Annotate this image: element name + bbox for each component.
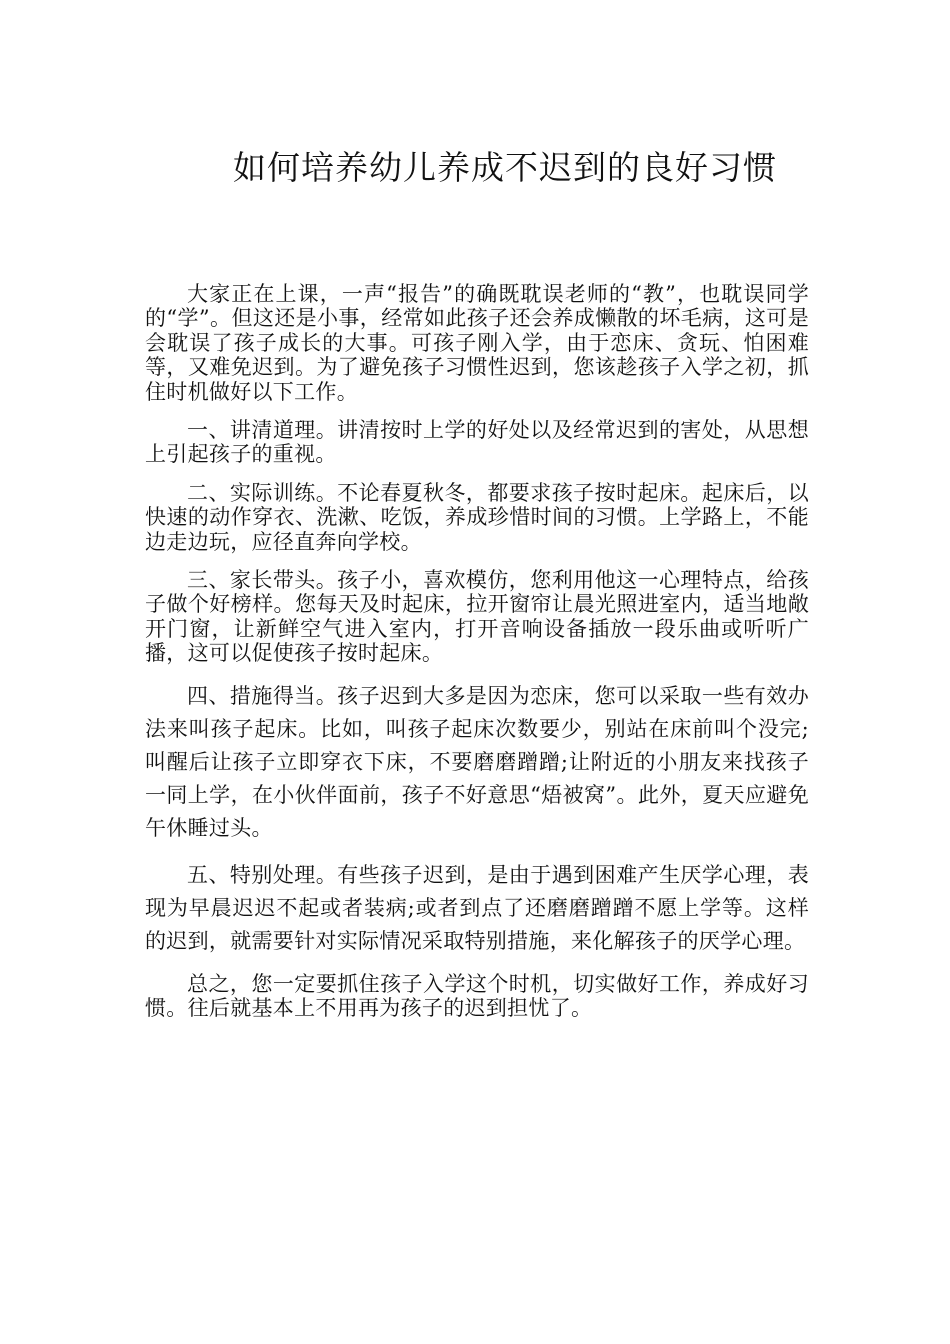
paragraph-point-1: 一、讲清道理。讲清按时上学的好处以及经常迟到的害处，从思想上引起孩子的重视。 bbox=[145, 418, 809, 467]
paragraph-point-2: 二、实际训练。不论春夏秋冬，都要求孩子按时起床。起床后，以快速的动作穿衣、洗漱、吃饭，养成珍惜时间的习惯。上学路上，不能边走边玩，应径直奔向学校。 bbox=[145, 480, 809, 554]
paragraph-intro: 大家正在上课，一声“报告”的确既耽误老师的“教”，也耽误同学的“学”。但这还是小事，经常如此孩子还会养成懒散的坏毛病，这可是会耽误了孩子成长的大事。可孩子刚入学，由于恋床、贪玩、怕困难等，又难免迟到。为了避免孩子习惯性迟到，您该趁孩子入学之初，抓住时机做好以下工作。 bbox=[145, 282, 809, 404]
paragraph-point-5: 五、特别处理。有些孩子迟到，是由于遇到困难产生厌学心理，表现为早晨迟迟不起或者装病;或者到点了还磨磨蹭蹭不愿上学等。这样的迟到，就需要针对实际情况采取特别措施，来化解孩子的厌学心理。 bbox=[145, 862, 809, 953]
paragraph-point-4: 四、措施得当。孩子迟到大多是因为恋床，您可以采取一些有效办法来叫孩子起床。比如，叫孩子起床次数要少，别站在床前叫个没完;叫醒后让孩子立即穿衣下床，不要磨磨蹭蹭;让附近的小朋友来找孩子一同上学，在小伙伴面前，孩子不好意思“焐被窝”。此外，夏天应避免午休睡过头。 bbox=[145, 683, 809, 840]
paragraph-conclusion: 总之，您一定要抓住孩子入学这个时机，切实做好工作，养成好习惯。往后就基本上不用再为孩子的迟到担忧了。 bbox=[145, 971, 809, 1021]
document-body bbox=[145, 282, 809, 1035]
document-title: 如何培养幼儿养成不迟到的良好习惯 bbox=[233, 148, 777, 187]
paragraph-point-3: 三、家长带头。孩子小，喜欢模仿，您利用他这一心理特点，给孩子做个好榜样。您每天及时起床，拉开窗帘让晨光照进室内，适当地敞开门窗，让新鲜空气进入室内，打开音响设备插放一段乐曲或听听广播，这可以促使孩子按时起床。 bbox=[145, 568, 809, 666]
